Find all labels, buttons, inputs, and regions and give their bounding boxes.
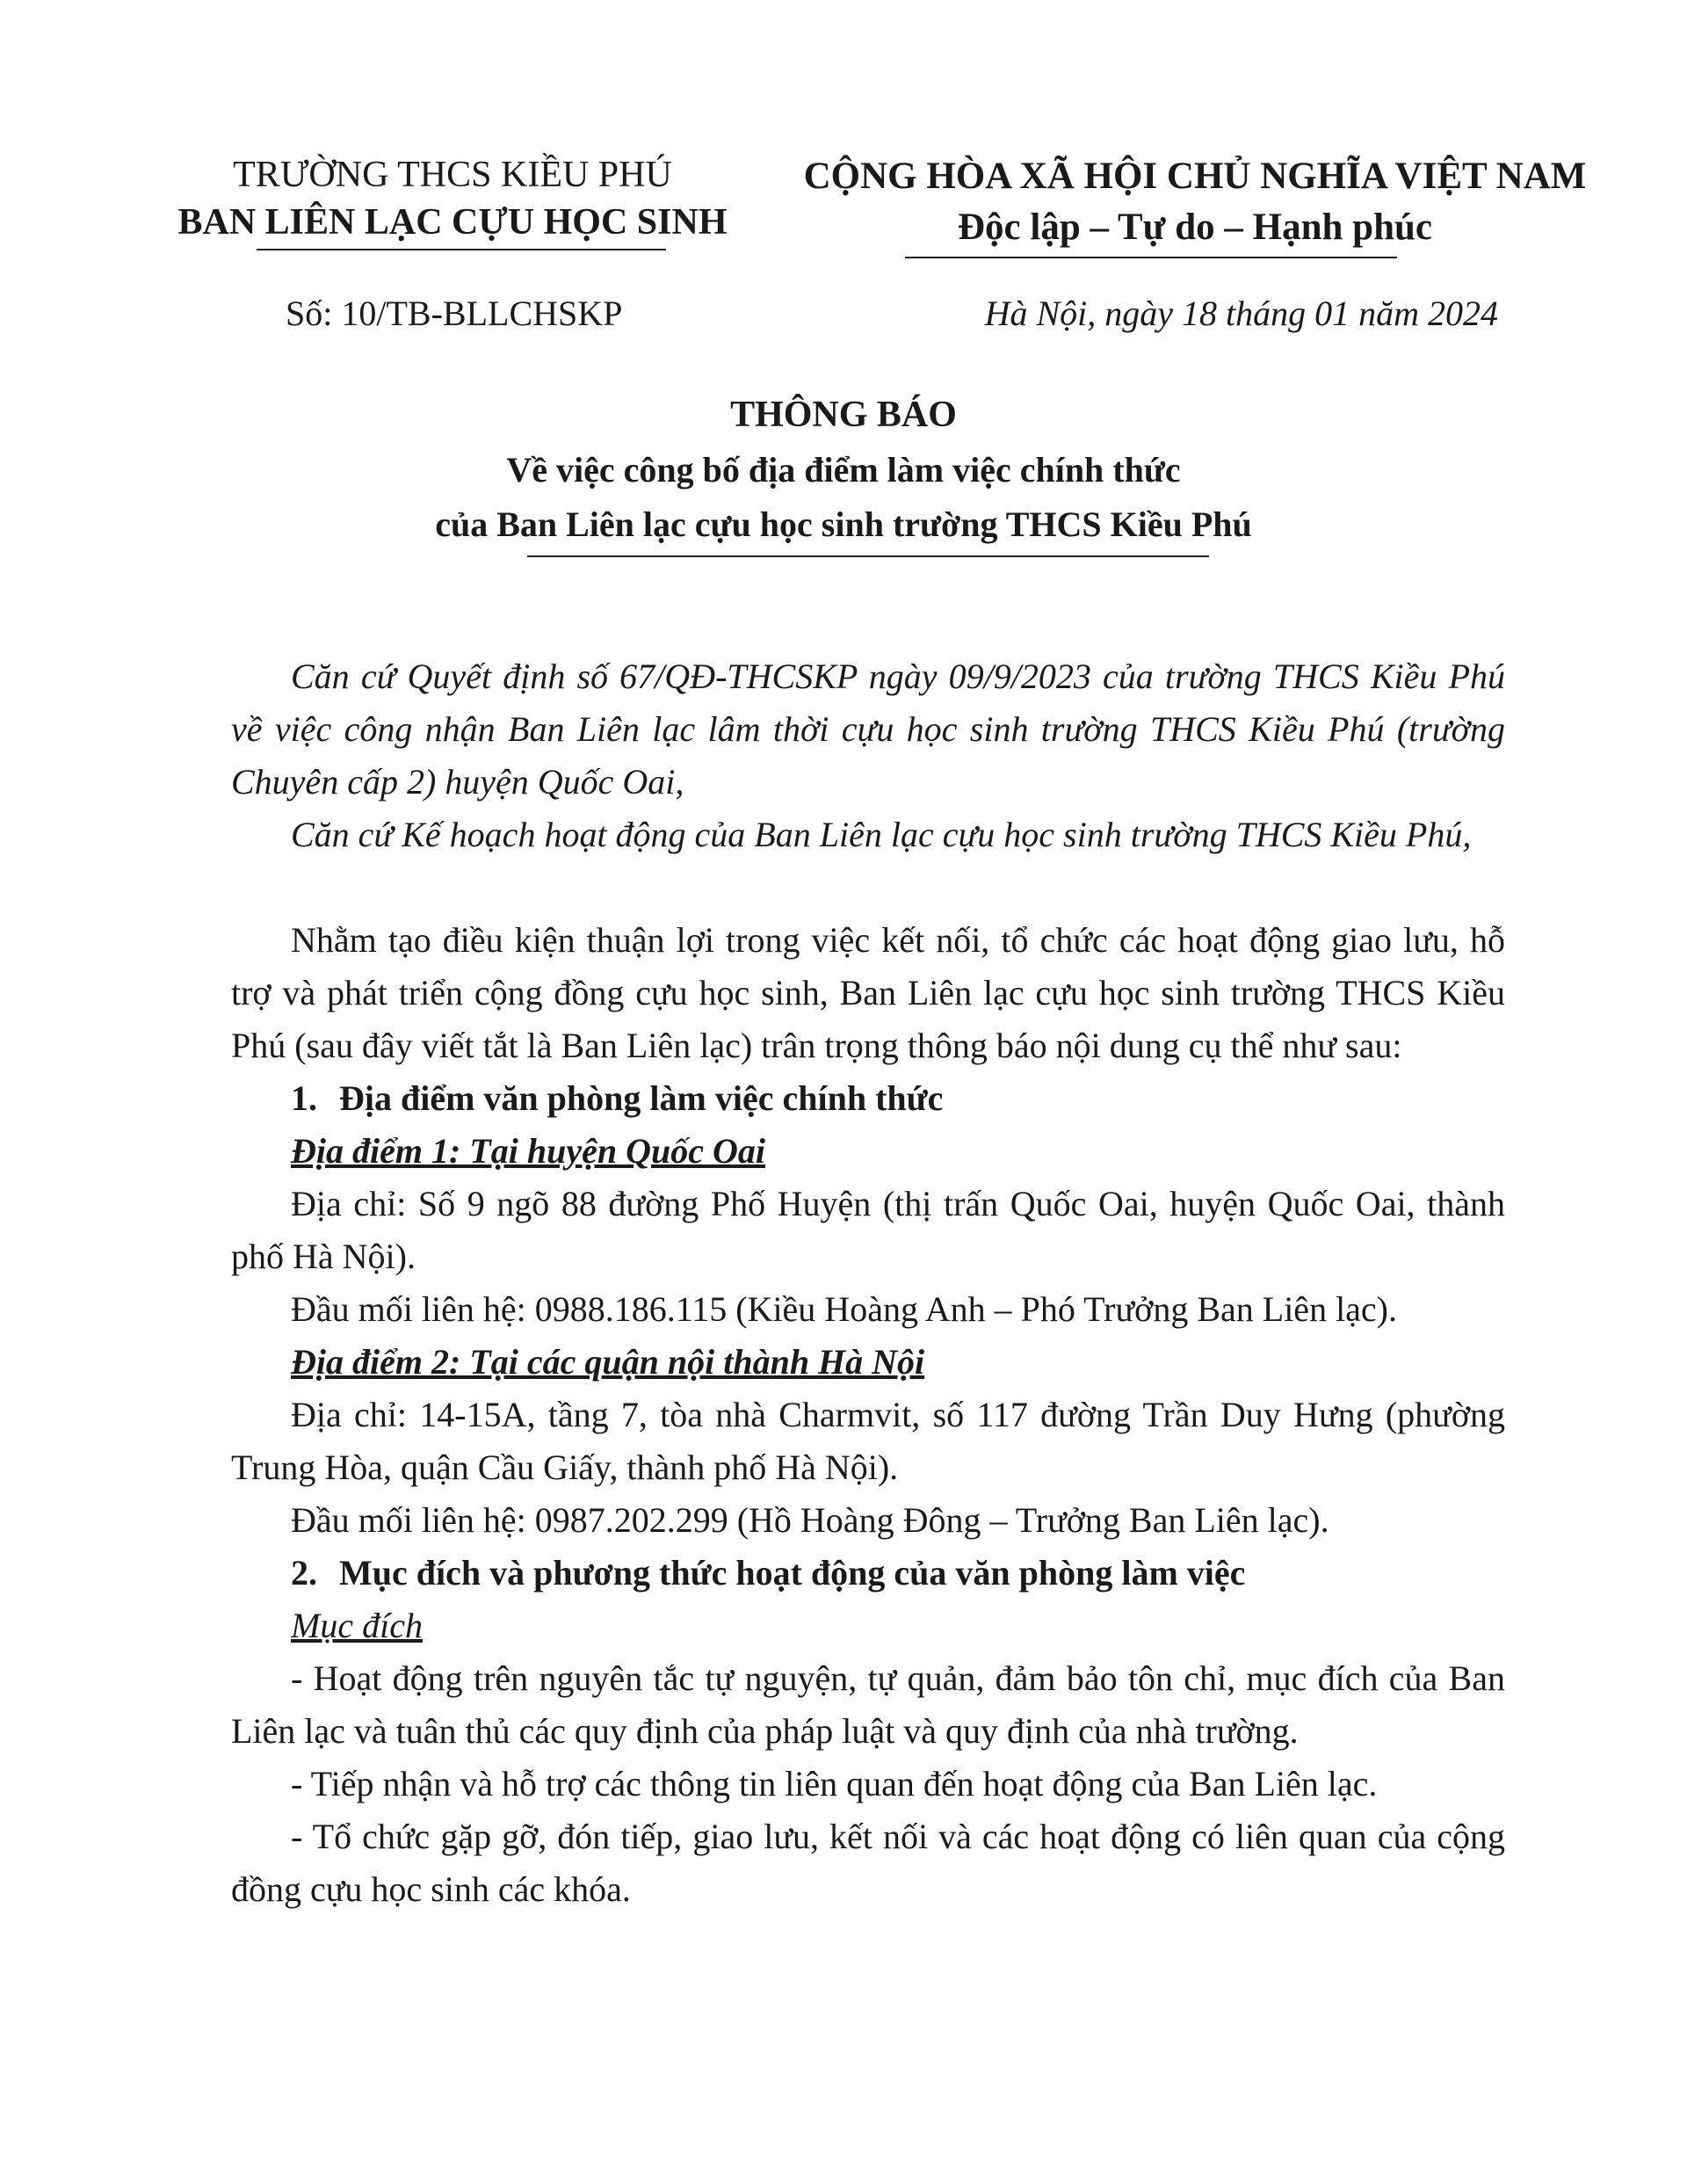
intro-paragraph: Nhằm tạo điều kiện thuận lợi trong việc kết nối, tổ chức các hoạt động giao lưu, hỗ trợ và phát triển cộng đồng cựu học sinh, Ban Liên lạc cựu học sinh trường THCS Kiều Phú (sau đây viết tắt là Ban Liên lạc) trân trọng thông báo nội dung cụ thể như sau: — [231, 920, 1505, 1065]
country-name: CỘNG HÒA XÃ HỘI CHỦ NGHĨA VIỆT NAM — [803, 156, 1587, 197]
basis-paragraph-2: Căn cứ Kế hoạch hoạt động của Ban Liên lạc cựu học sinh trường THCS Kiều Phú, — [291, 815, 1472, 854]
basis-paragraph-1: Căn cứ Quyết định số 67/QĐ-THCSKP ngày 09/9/2023 của trường THCS Kiều Phú về việc công nhận Ban Liên lạc lâm thời cựu học sinh trường THCS Kiều Phú (trường Chuyên cấp 2) huyện Quốc Oai, — [231, 657, 1505, 802]
title-block — [0, 387, 1687, 552]
purpose-item: - Tổ chức gặp gỡ, đón tiếp, giao lưu, kết nối và các hoạt động có liên quan của cộng đồng cựu học sinh các khóa. — [231, 1817, 1505, 1909]
purpose-item: - Tiếp nhận và hỗ trợ các thông tin liên quan đến hoạt động của Ban Liên lạc. — [291, 1764, 1378, 1803]
location-1-address: Địa chỉ: Số 9 ngõ 88 đường Phố Huyện (thị trấn Quốc Oai, huyện Quốc Oai, thành phố Hà Nội). — [231, 1184, 1505, 1276]
location-1-contact: Đầu mối liên hệ: 0988.186.115 (Kiều Hoàng Anh – Phó Trưởng Ban Liên lạc). — [291, 1289, 1398, 1329]
section-1-number: 1. — [291, 1078, 317, 1118]
header-right — [756, 151, 1634, 253]
document-subtitle-line-2: của Ban Liên lạc cựu học sinh trường THCS Kiều Phú — [435, 504, 1252, 544]
header-right-underline — [905, 257, 1397, 258]
location-2-contact: Đầu mối liên hệ: 0987.202.299 (Hồ Hoàng Đông – Trưởng Ban Liên lạc). — [291, 1500, 1329, 1540]
section-2-title: Mục đích và phương thức hoạt động của văn phòng làm việc — [339, 1553, 1246, 1593]
location-2-address: Địa chỉ: 14-15A, tầng 7, tòa nhà Charmvit, số 117 đường Trần Duy Hưng (phường Trung Hòa, quận Cầu Giấy, thành phố Hà Nội). — [231, 1395, 1505, 1487]
document-number: Số: 10/TB-BLLCHSKP — [286, 294, 623, 333]
header-left — [163, 151, 742, 246]
header-left-underline — [257, 249, 666, 250]
section-2-heading — [231, 1547, 1505, 1600]
purpose-item: - Hoạt động trên nguyên tắc tự nguyện, tự quản, đảm bảo tôn chỉ, mục đích của Ban Liên lạc và tuân thủ các quy định của pháp luật và quy định của nhà trường. — [231, 1658, 1505, 1751]
board-name: BAN LIÊN LẠC CỰU HỌC SINH — [177, 202, 728, 243]
national-motto: Độc lập – Tự do – Hạnh phúc — [958, 207, 1432, 248]
section-1-title: Địa điểm văn phòng làm việc chính thức — [339, 1078, 944, 1118]
title-underline — [527, 555, 1209, 557]
section-1-heading — [231, 1072, 1505, 1125]
paragraph-spacer — [231, 861, 1505, 914]
date-place: Hà Nội, ngày 18 tháng 01 năm 2024 — [984, 294, 1498, 333]
location-2-heading: Địa điểm 2: Tại các quận nội thành Hà Nội — [291, 1342, 925, 1382]
document-title: THÔNG BÁO — [730, 395, 957, 435]
document-subtitle-line-1: Về việc công bố địa điểm làm việc chính thức — [506, 450, 1181, 490]
document-body — [231, 650, 1505, 1916]
section-2-number: 2. — [291, 1553, 317, 1593]
location-1-heading: Địa điểm 1: Tại huyện Quốc Oai — [291, 1131, 765, 1171]
school-name: TRƯỜNG THCS KIỀU PHÚ — [233, 155, 672, 195]
purpose-heading: Mục đích — [291, 1606, 423, 1645]
